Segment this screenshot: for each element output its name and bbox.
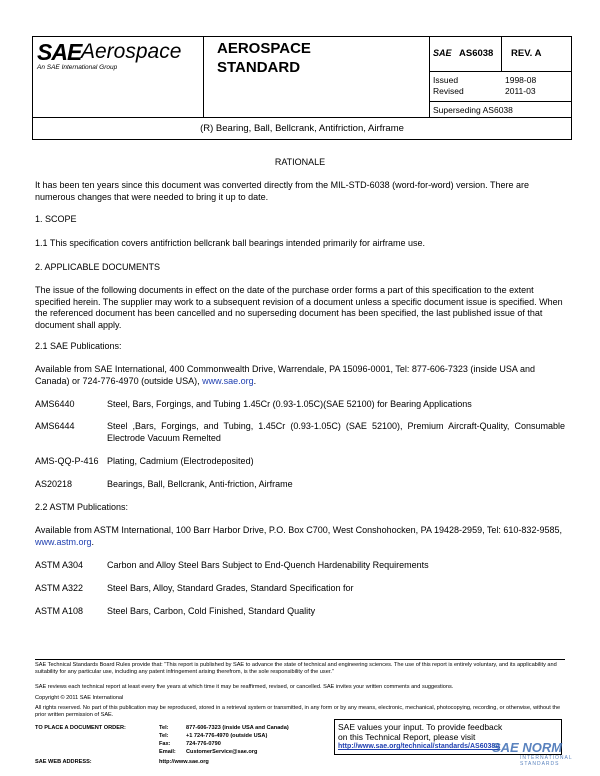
sae-norm-watermark: SAE NORM bbox=[492, 740, 563, 755]
standard-title: AEROSPACE STANDARD bbox=[217, 40, 311, 76]
footer-copyright: Copyright © 2011 SAE International bbox=[35, 695, 124, 701]
issued-label: Issued bbox=[433, 75, 459, 85]
astm-publications-text: Available from ASTM International, 100 Barr Harbor Drive, P.O. Box C700, West Conshohocken, PA 19428-2959, Tel: 610-832-9585, www.astm.org. bbox=[35, 525, 562, 547]
sae-website-link[interactable]: www.sae.org bbox=[202, 375, 254, 386]
phone-number: 877-606-7323 (inside USA and Canada) bbox=[186, 725, 289, 731]
aerospace-logo-text: Aerospace bbox=[81, 40, 182, 63]
scope-heading: 1. SCOPE bbox=[35, 214, 77, 224]
ref-text: Plating, Cadmium (Electrodeposited) bbox=[107, 456, 254, 466]
fax-number: 724-776-0790 bbox=[186, 741, 221, 747]
logo-subtitle: An SAE International Group bbox=[37, 64, 118, 71]
footer-rights: All rights reserved. No part of this publication may be reproduced, stored in a retrieval system or transmitted, in any form or by any means, electronic, mechanical, photocopying, recording, or otherwise, without the prior written permission of SAE. bbox=[35, 705, 561, 719]
astm-publications-heading: 2.2 ASTM Publications: bbox=[35, 502, 129, 512]
applicable-heading: 2. APPLICABLE DOCUMENTS bbox=[35, 262, 161, 272]
header-table bbox=[32, 36, 572, 118]
issued-date: 1998-08 bbox=[505, 75, 537, 85]
superseding-note: Superseding AS6038 bbox=[433, 105, 513, 115]
scope-text: 1.1 This specification covers antifriction bellcrank ball bearings intended primarily for airframe use. bbox=[35, 238, 426, 248]
phone-label: Tel: bbox=[159, 733, 169, 739]
email-address[interactable]: CustomerService@sae.org bbox=[186, 749, 258, 755]
web-address-label: SAE WEB ADDRESS: bbox=[35, 759, 92, 765]
sae-logo: SAE bbox=[37, 39, 82, 65]
ref-text: Steel Bars, Alloy, Standard Grades, Standard Specification for bbox=[107, 583, 354, 593]
logo-cell bbox=[33, 37, 204, 117]
email-label: Email: bbox=[159, 749, 176, 755]
document-title: (R) Bearing, Ball, Bellcrank, Antifriction, Airframe bbox=[32, 118, 572, 140]
doc-number: AS6038 bbox=[459, 48, 494, 59]
applicable-text: The issue of the following documents in effect on the date of the purchase order forms a part of this specification to the extent specified herein. The supplier may work to a subsequent revision of a document unless a specific document issue is specified. When the referenced document has been cancelled and no superseding document has been specified, the last published issue of that document shall apply. bbox=[35, 285, 563, 330]
phone-number: +1 724-776-4970 (outside USA) bbox=[186, 733, 268, 739]
ref-text: Steel Bars, Carbon, Cold Finished, Standard Quality bbox=[107, 606, 316, 616]
ref-text: Bearings, Ball, Bellcrank, Anti-friction, Airframe bbox=[107, 479, 293, 489]
ref-code: AMS6444 bbox=[35, 421, 75, 431]
standard-title-cell bbox=[203, 37, 430, 117]
revision-label: REV. A bbox=[511, 48, 542, 59]
feedback-line: on this Technical Report, please visit bbox=[338, 732, 476, 742]
feedback-line: SAE values your input. To provide feedback bbox=[338, 722, 503, 732]
rationale-text: It has been ten years since this document was converted directly from the MIL-STD-6038 (word-for-word) version. There are numerous changes that were needed to bring it up to date. bbox=[35, 180, 530, 202]
ref-text: Steel, Bars, Forgings, and Tubing 1.45Cr (0.93-1.05C)(SAE 52100) for Bearing Applications bbox=[107, 399, 472, 409]
ref-code: AMS6440 bbox=[35, 399, 75, 409]
phone-label: Tel: bbox=[159, 725, 169, 731]
ref-code: AS20218 bbox=[35, 479, 73, 489]
ref-code: AMS-QQ-P-416 bbox=[35, 456, 99, 466]
sae-publications-text: Available from SAE International, 400 Commonwealth Drive, Warrendale, PA 15096-0001, Tel: 877-606-7323 (inside USA and Canada) or 724-776-4970 (outside USA), www.sae.org. bbox=[35, 364, 535, 386]
order-label: TO PLACE A DOCUMENT ORDER: bbox=[35, 725, 126, 731]
footer-review: SAE reviews each technical report at least every five years at which time it may be reaffirmed, revised, or cancelled. SAE invites your written comments and suggestions. bbox=[35, 684, 454, 690]
doc-prefix: SAE bbox=[433, 48, 452, 58]
ref-text: Carbon and Alloy Steel Bars Subject to End-Quench Hardenability Requirements bbox=[107, 560, 429, 570]
doc-number-row bbox=[429, 37, 571, 72]
divider bbox=[501, 37, 502, 71]
astm-website-link[interactable]: www.astm.org bbox=[35, 536, 92, 547]
revised-label: Revised bbox=[433, 86, 464, 96]
rationale-heading: RATIONALE bbox=[274, 157, 326, 167]
footer-divider bbox=[35, 659, 565, 660]
footer-rules: SAE Technical Standards Board Rules provide that: “This report is published by SAE to advance the state of technical and engineering sciences. The use of this report is entirely voluntary, and its applicability and suitability for any particular use, including any patent infringement arising therefrom, is the sole responsibility of the user.” bbox=[35, 662, 557, 676]
sae-publications-heading: 2.1 SAE Publications: bbox=[35, 341, 122, 351]
watermark-subtitle: INTERNATIONAL STANDARDS bbox=[520, 755, 573, 767]
fax-label: Fax: bbox=[159, 741, 171, 747]
web-address[interactable]: http://www.sae.org bbox=[159, 759, 209, 765]
feedback-link[interactable]: http://www.sae.org/technical/standards/AS6038A bbox=[338, 743, 501, 750]
ref-code: ASTM A304 bbox=[35, 560, 84, 570]
divider bbox=[429, 101, 571, 102]
revised-date: 2011-03 bbox=[505, 86, 536, 96]
doc-info-cell bbox=[429, 37, 571, 117]
ref-code: ASTM A322 bbox=[35, 583, 84, 593]
ref-text: Steel ,Bars, Forgings, and Tubing, 1.45Cr (0.93-1.05C) (SAE 52100), Premium Aircraft-Quality, Consumable Electrode Vacuum Remelted bbox=[107, 421, 565, 443]
ref-code: ASTM A108 bbox=[35, 606, 84, 616]
